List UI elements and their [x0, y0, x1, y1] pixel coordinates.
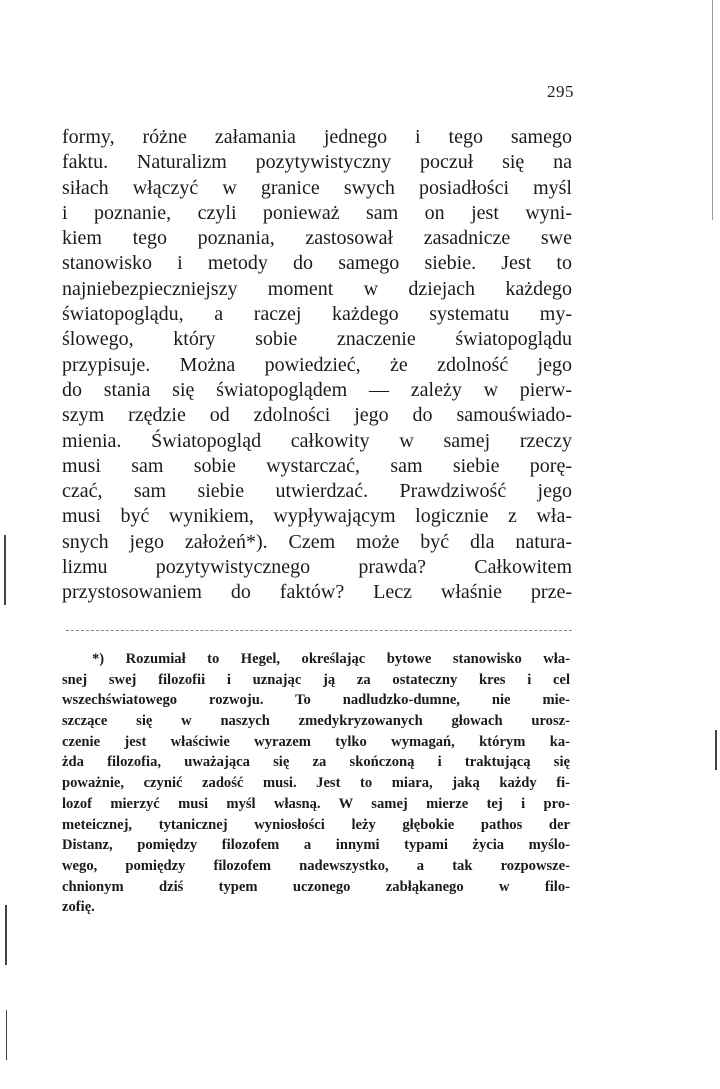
scan-edge-mark [715, 730, 717, 770]
footnote-line: wego, pomiędzy filozofem nadewszystko, a tak rozpowsze- [62, 857, 570, 874]
scan-edge-mark [6, 1010, 7, 1060]
footnote [62, 649, 570, 918]
body-line: snych jego założeń*). Czem może być dla natura- [62, 530, 572, 553]
body-line: musi być wynikiem, wypływającym logicznie z wła- [62, 505, 572, 528]
footnote-line: meteicznej, tytanicznej wyniosłości leży głębokie pathos der [62, 816, 570, 833]
body-line: przypisuje. Można powiedzieć, że zdolność jego [62, 353, 572, 376]
footnote-line: poważnie, czynić zadość musi. Jest to miara, jaką każdy fi- [62, 775, 570, 792]
body-line: ślowego, który sobie znaczenie światopoglądu [62, 328, 572, 351]
body-line: najniebezpieczniejszy moment w dziejach każdego [62, 277, 572, 300]
scan-edge-mark [5, 905, 7, 965]
footnote-line: szczące się w naszych zmedykryzowanych głowach urosz- [62, 713, 570, 730]
main-text [62, 125, 572, 606]
body-line: faktu. Naturalizm pozytywistyczny poczuł się na [62, 151, 572, 174]
body-line: przystosowaniem do faktów? Lecz właśnie prze- [62, 581, 572, 604]
body-line: siłach włączyć w granice swych posiadłości myśl [62, 176, 572, 199]
footnote-line: czenie jest właściwie wyrazem tylko wymagań, którym ka- [62, 733, 570, 750]
footnote-line: snej swej filozofii i uznając ją za ostateczny kres i cel [62, 671, 570, 688]
footnote-line: chnionym dziś typem uczonego zabłąkanego w filo- [62, 878, 570, 895]
body-line: kiem tego poznania, zastosował zasadnicze swe [62, 227, 572, 250]
footnote-line: żda filozofia, uważająca się za skończoną i traktującą się [62, 754, 570, 771]
body-line: musi sam sobie wystarczać, sam siebie porę- [62, 454, 572, 477]
footnote-line: Distanz, pomiędzy filozofem a innymi typami życia myślo- [62, 837, 570, 854]
body-line: szym rzędzie od zdolności jego do samouświado- [62, 404, 572, 427]
body-line: stanowisko i metody do samego siebie. Jest to [62, 252, 572, 275]
footnote-line: lozof mierzyć musi myśl własną. W samej mierze tej i pro- [62, 795, 570, 812]
body-line: czać, sam siebie utwierdzać. Prawdziwość jego [62, 480, 572, 503]
body-line: do stania się światopoglądem — zależy w pierw- [62, 378, 572, 401]
footnote-divider [66, 630, 572, 637]
page-number: 295 [547, 82, 574, 101]
body-line: światopoglądu, a raczej każdego systematu my- [62, 303, 572, 326]
body-line: formy, różne załamania jednego i tego samego [62, 126, 572, 148]
body-line: i poznanie, czyli ponieważ sam on jest wyni- [62, 201, 572, 224]
footnote-line: *) Rozumiał to Hegel, określając bytowe stanowisko wła- [92, 651, 570, 667]
body-line: mienia. Światopogląd całkowity w samej rzeczy [62, 429, 572, 452]
footnote-line: zofię. [62, 899, 95, 916]
scan-edge-mark [4, 535, 6, 605]
footnote-line: wszechświatowego rozwoju. To nadludzko-dumne, nie mie- [62, 692, 570, 709]
scan-edge-mark [712, 0, 713, 220]
body-line: lizmu pozytywistycznego prawda? Całkowitem [62, 556, 572, 579]
